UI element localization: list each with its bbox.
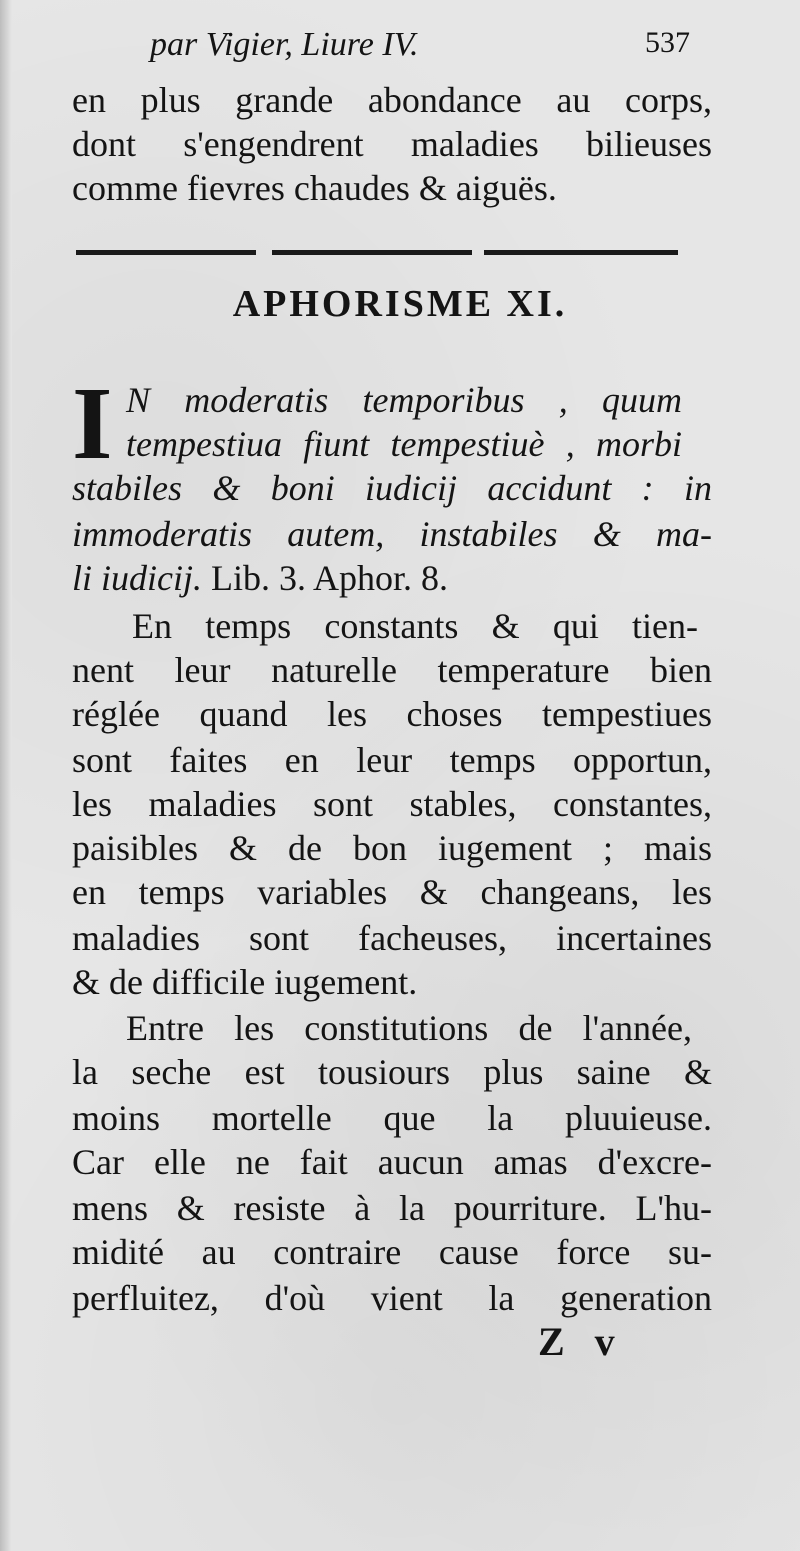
paragraph-line: Entre les constitutions de l'année,: [126, 1008, 692, 1048]
paragraph-line: & de difficile iugement.: [72, 962, 418, 1002]
page-number: 537: [645, 26, 690, 59]
paragraph-line: midité au contraire cause force su-: [72, 1232, 712, 1272]
section-rule: [272, 250, 472, 255]
paragraph-line: mens & resiste à la pourriture. L'hu-: [72, 1188, 712, 1228]
section-rule: [484, 250, 678, 255]
paragraph-line: nent leur naturelle temperature bien: [72, 650, 712, 690]
aphorism-heading: APHORISME XI.: [232, 283, 568, 325]
paragraph-line: En temps constants & qui tien-: [132, 606, 698, 646]
latin-line: N moderatis temporibus , quum: [126, 380, 682, 420]
running-title: par Vigier, Liure IV.: [150, 26, 419, 63]
paragraph-line: réglée quand les choses tempestiues: [72, 694, 712, 734]
latin-line: tempestiua fiunt tempestiuè , morbi: [126, 424, 682, 464]
latin-line-end: li iudicij.: [72, 558, 202, 598]
latin-line: immoderatis autem, instabiles & ma-: [72, 514, 712, 554]
latin-last-line: [72, 556, 712, 600]
paragraph-line: maladies sont facheuses, incertaines: [72, 918, 712, 958]
paragraph-line: la seche est tousiours plus saine &: [72, 1052, 712, 1092]
paragraph-line: perfluitez, d'où vient la generation: [72, 1278, 712, 1318]
paragraph-line: les maladies sont stables, constantes,: [72, 784, 712, 824]
paragraph-line: Car elle ne fait aucun amas d'excre-: [72, 1142, 712, 1182]
running-head: [150, 26, 690, 70]
latin-line: stabiles & boni iudicij accidunt : in: [72, 468, 712, 508]
drop-capital: I: [72, 366, 113, 481]
paragraph-line: en temps variables & changeans, les: [72, 872, 712, 912]
intro-line: comme fievres chaudes & aiguës.: [72, 168, 557, 208]
signature-mark: Z v: [538, 1319, 625, 1364]
page-edge-shadow: [0, 0, 12, 1551]
paragraph-line: moins mortelle que la pluuieuse.: [72, 1098, 712, 1138]
paragraph-line: paisibles & de bon iugement ; mais: [72, 828, 712, 868]
aphorism-reference: Lib. 3. Aphor. 8.: [211, 558, 449, 598]
intro-line: en plus grande abondance au corps,: [72, 80, 712, 120]
intro-line: dont s'engendrent maladies bilieuses: [72, 124, 712, 164]
section-rule: [76, 250, 256, 255]
paragraph-line: sont faites en leur temps opportun,: [72, 740, 712, 780]
